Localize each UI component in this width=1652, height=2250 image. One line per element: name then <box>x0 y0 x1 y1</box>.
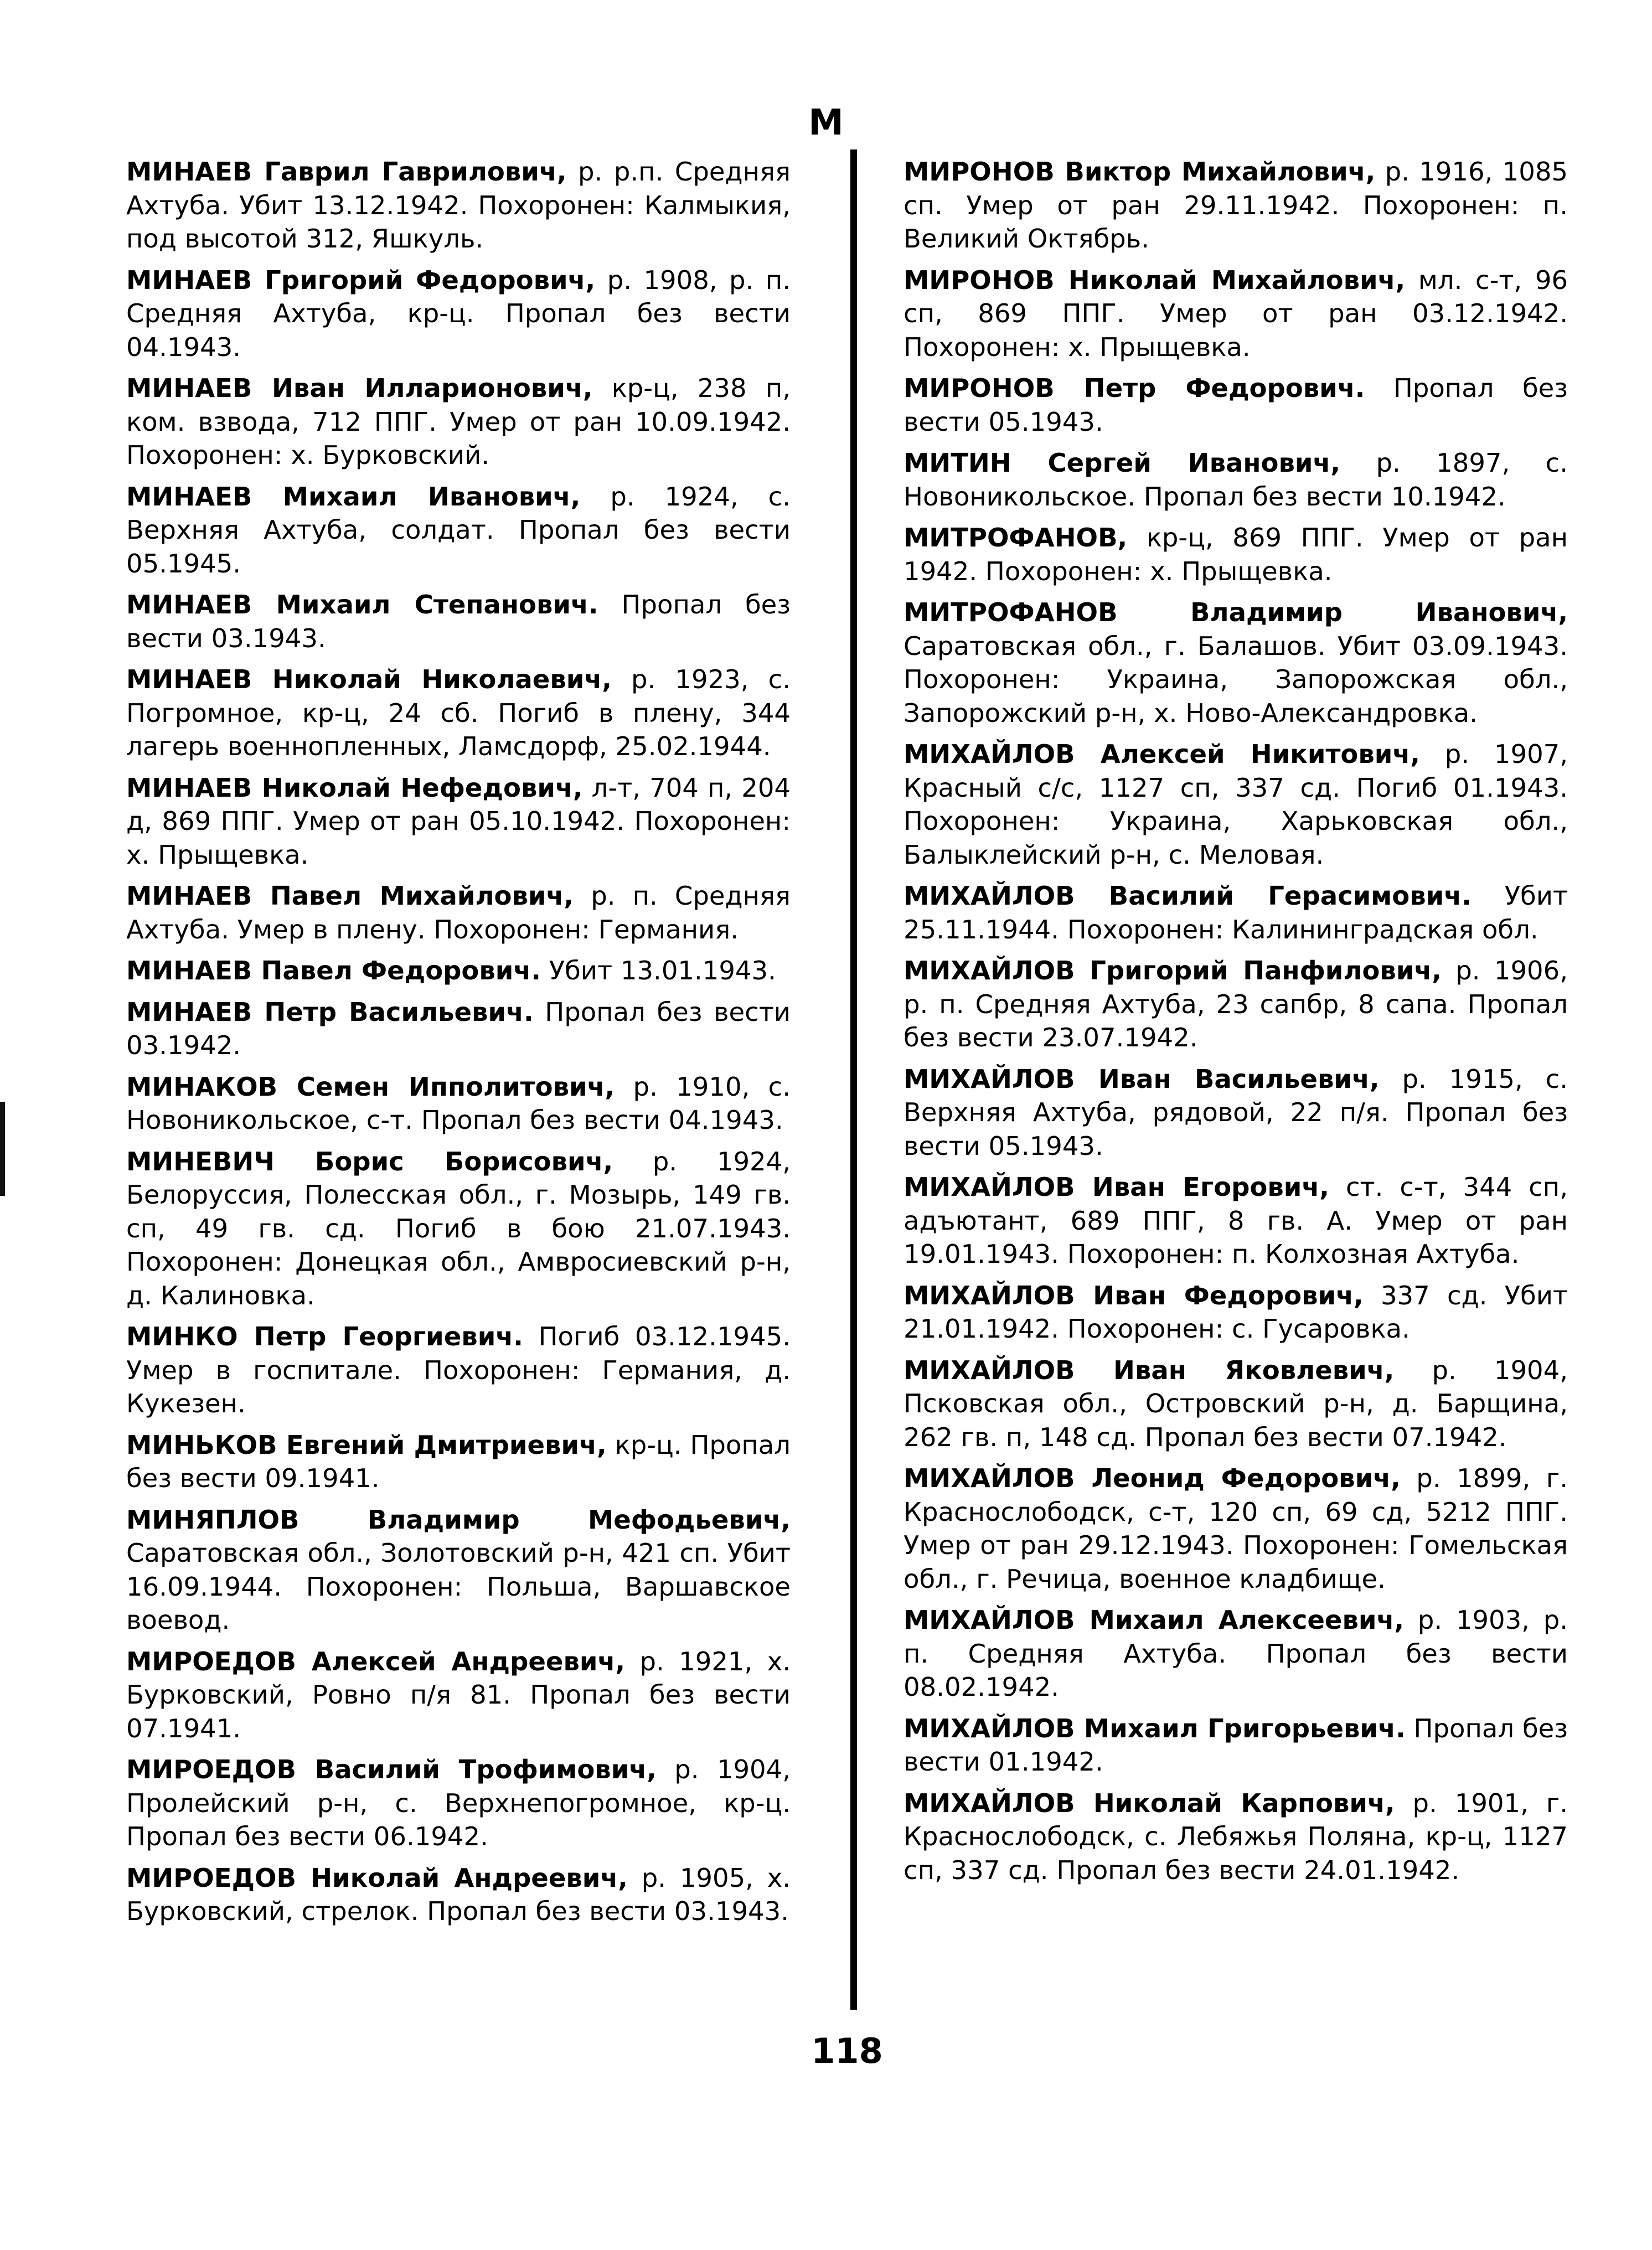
entry <box>126 1645 791 1746</box>
entry <box>904 446 1568 513</box>
entry <box>126 1428 791 1495</box>
page-number: 118 <box>811 2031 883 2071</box>
entry <box>904 1062 1568 1163</box>
entry-name: МИНАЕВ Павел Федорович. <box>126 956 541 985</box>
entry-name: МИНЕВИЧ Борис Борисович, <box>126 1146 613 1176</box>
entry <box>126 1320 791 1421</box>
entry-text: кр-ц, 238 п, ком. взвода, 712 ППГ. Умер от ран 10.09.1942. Похоронен: х. Бурковский. <box>126 373 791 470</box>
entry-text: р. 1916, 1085 сп. Умер от ран 29.11.1942. Похоронен: п. Великий Октябрь. <box>904 157 1568 254</box>
entry-text: Погиб 03.12.1945. Умер в госпитале. Похоронен: Германия, д. Кукезен. <box>126 1322 791 1418</box>
entry <box>126 264 791 364</box>
entry-text: р. 1905, х. Бурковский, стрелок. Пропал без вести 03.1943. <box>126 1862 791 1926</box>
entry <box>904 737 1568 871</box>
column-divider <box>850 149 857 2010</box>
entry <box>904 1462 1568 1596</box>
entry-text: р. 1903, р. п. Средняя Ахтуба. Пропал без вести 08.02.1942. <box>904 1605 1568 1702</box>
entry-name: МИХАЙЛОВ Василий Герасимович. <box>904 881 1472 911</box>
entry-name: МИТРОФАНОВ Владимир Иванович, <box>904 597 1568 627</box>
entry <box>126 1753 791 1854</box>
entry <box>904 1170 1568 1271</box>
entry-name: МИТРОФАНОВ, <box>904 523 1128 553</box>
entry-name: МИХАЙЛОВ Иван Егорович, <box>904 1172 1329 1202</box>
entry <box>904 1787 1568 1887</box>
entry <box>904 155 1568 256</box>
entry <box>126 1861 791 1928</box>
entry <box>904 1354 1568 1454</box>
entry-name: МИНАЕВ Николай Нефедович, <box>126 772 583 803</box>
entry-name: МИНЬКОВ Евгений Дмитриевич, <box>126 1430 607 1460</box>
entry <box>904 1603 1568 1704</box>
entry-text: р. 1901, г. Краснослободск, с. Лебяжья Поляна, кр-ц, 1127 сп, 337 сд. Пропал без вести 24.01.1942. <box>904 1788 1568 1885</box>
entry-name: МИНАЕВ Павел Михайлович, <box>126 881 574 911</box>
entry-name: МИХАЙЛОВ Алексей Никитович, <box>904 739 1420 769</box>
entry <box>904 521 1568 588</box>
entry <box>904 954 1568 1055</box>
entry-text: Пропал без вести 01.1942. <box>904 1713 1568 1777</box>
scan-edge-mark <box>0 1102 5 1196</box>
entry-text: р. 1924, Белоруссия, Полесская обл., г. Мозырь, 149 гв. сп, 49 гв. сд. Погиб в бою 21.07.1943. Похоронен: Донецкая обл., Амвросиевский р-н, д. Калиновка. <box>126 1146 791 1310</box>
entry-text: р. п. Средняя Ахтуба. Умер в плену. Похоронен: Германия. <box>126 881 791 945</box>
entry-name: МИХАЙЛОВ Иван Васильевич, <box>904 1064 1380 1094</box>
entry-text: р. 1906, р. п. Средняя Ахтуба, 23 сапбр, 8 сапа. Пропал без вести 23.07.1942. <box>904 956 1568 1052</box>
entry-name: МИРОЕДОВ Николай Андреевич, <box>126 1862 628 1893</box>
entry-text: р. 1904, Пролейский р-н, с. Верхнепогромное, кр-ц. Пропал без вести 06.1942. <box>126 1754 791 1851</box>
entry-name: МИХАЙЛОВ Михаил Григорьевич. <box>904 1713 1406 1743</box>
entry-name: МИХАЙЛОВ Иван Яковлевич, <box>904 1355 1395 1385</box>
entry-text: р. 1904, Псковская обл., Островский р-н, д. Барщина, 262 гв. п, 148 сд. Пропал без вести 07.1942. <box>904 1355 1568 1452</box>
entry <box>126 371 791 472</box>
entry-text: кр-ц, 869 ППГ. Умер от ран 1942. Похоронен: х. Прыщевка. <box>904 523 1568 586</box>
entry-text: мл. с-т, 96 сп, 869 ППГ. Умер от ран 03.12.1942. Похоронен: х. Прыщевка. <box>904 265 1568 362</box>
right-column <box>904 155 1568 1895</box>
entry-text: Убит 13.01.1943. <box>549 956 776 985</box>
entry-name: МИНАЕВ Гаврил Гаврилович, <box>126 157 567 187</box>
entry-text: р. 1908, р. п. Средняя Ахтуба, кр-ц. Пропал без вести 04.1943. <box>126 265 791 362</box>
entry-name: МИРОЕДОВ Алексей Андреевич, <box>126 1646 626 1676</box>
entry-name: МИНАЕВ Михаил Иванович, <box>126 481 581 512</box>
entry <box>126 879 791 946</box>
entry-text: ст. с-т, 344 сп, адъютант, 689 ППГ, 8 гв. А. Умер от ран 19.01.1943. Похоронен: п. Колхозная Ахтуба. <box>904 1172 1568 1269</box>
entry-text: р. 1921, х. Бурковский, Ровно п/я 81. Пропал без вести 07.1941. <box>126 1646 791 1743</box>
entry-name: МИХАЙЛОВ Леонид Федорович, <box>904 1463 1401 1493</box>
entry <box>126 1145 791 1313</box>
entry-name: МИРОЕДОВ Василий Трофимович, <box>126 1754 657 1784</box>
entry-name: МИРОНОВ Петр Федорович. <box>904 373 1365 403</box>
entry-text: кр-ц. Пропал без вести 09.1941. <box>126 1430 791 1493</box>
entry-text: р. 1899, г. Краснослободск, с-т, 120 сп, 69 сд, 5212 ППГ. Умер от ран 29.12.1943. Похоронен: Гомельская обл., г. Речица, военное кладбище. <box>904 1463 1568 1594</box>
entry <box>904 1279 1568 1346</box>
entry-name: МИНАЕВ Михаил Степанович. <box>126 590 598 620</box>
entry-text: р. 1910, с. Новоникольское, с-т. Пропал без вести 04.1943. <box>126 1071 791 1135</box>
entry <box>126 663 791 763</box>
entry-name: МИНАЕВ Иван Илларионович, <box>126 373 593 403</box>
left-column <box>126 155 791 1936</box>
entry-name: МИНКО Петр Георгиевич. <box>126 1322 523 1351</box>
entry-name: МИНАКОВ Семен Ипполитович, <box>126 1071 615 1102</box>
entry-text: Пропал без вести 05.1943. <box>904 373 1568 437</box>
entry-text: л-т, 704 п, 204 д, 869 ППГ. Умер от ран 05.10.1942. Похоронен: х. Прыщевка. <box>126 772 791 870</box>
entry <box>126 954 791 988</box>
entry <box>904 371 1568 438</box>
entry <box>126 771 791 872</box>
entry-text: р. 1897, с. Новоникольское. Пропал без вести 10.1942. <box>904 448 1568 512</box>
entry-name: МИНАЕВ Петр Васильевич. <box>126 997 534 1027</box>
entry-name: МИХАЙЛОВ Николай Карпович, <box>904 1788 1395 1818</box>
entry-name: МИНАЕВ Николай Николаевич, <box>126 664 612 694</box>
entry <box>126 480 791 581</box>
entry <box>904 1712 1568 1779</box>
entry-name: МИХАЙЛОВ Михаил Алексеевич, <box>904 1605 1405 1635</box>
entry <box>126 588 791 655</box>
entry-name: МИНЯПЛОВ Владимир Мефодьевич, <box>126 1504 791 1535</box>
entry-text: р. 1915, с. Верхняя Ахтуба, рядовой, 22 п/я. Пропал без вести 05.1943. <box>904 1064 1568 1161</box>
section-letter: М <box>808 102 844 143</box>
entry-text: Пропал без вести 03.1943. <box>126 590 791 653</box>
entry-text: р. р.п. Средняя Ахтуба. Убит 13.12.1942. Похоронен: Калмыкия, под высотой 312, Яшкуль. <box>126 157 791 254</box>
entry-text: Пропал без вести 03.1942. <box>126 997 791 1060</box>
entry <box>126 995 791 1062</box>
entry-text: Саратовская обл., Золотовский р-н, 421 сп. Убит 16.09.1944. Похоронен: Польша, Варшавское воевод. <box>126 1538 791 1635</box>
entry <box>904 879 1568 946</box>
entry-text: 337 сд. Убит 21.01.1942. Похоронен: с. Гусаровка. <box>904 1280 1568 1344</box>
entry-name: МИРОНОВ Виктор Михайлович, <box>904 157 1376 187</box>
entry-name: МИНАЕВ Григорий Федорович, <box>126 265 596 295</box>
entry <box>904 596 1568 730</box>
entry <box>126 1070 791 1137</box>
entry-text: р. 1907, Красный с/с, 1127 сп, 337 сд. Погиб 01.1943. Похоронен: Украина, Харьковская обл., Балыклейский р-н, с. Меловая. <box>904 739 1568 870</box>
entry-text: Саратовская обл., г. Балашов. Убит 03.09.1943. Похоронен: Украина, Запорожская обл., Запорожский р-н, х. Ново-Александровка. <box>904 631 1568 728</box>
entry-name: МИТИН Сергей Иванович, <box>904 448 1341 478</box>
entry-name: МИРОНОВ Николай Михайлович, <box>904 265 1406 295</box>
entry <box>126 1503 791 1637</box>
entry <box>126 155 791 256</box>
entry-text: Убит 25.11.1944. Похоронен: Калининградская обл. <box>904 881 1568 945</box>
entry-text: р. 1923, с. Погромное, кр-ц, 24 сб. Погиб в плену, 344 лагерь военнопленных, Ламсдорф, 25.02.1944. <box>126 664 791 761</box>
entry-text: р. 1924, с. Верхняя Ахтуба, солдат. Пропал без вести 05.1945. <box>126 481 791 579</box>
entry <box>904 264 1568 364</box>
entry-name: МИХАЙЛОВ Иван Федорович, <box>904 1280 1364 1310</box>
entry-name: МИХАЙЛОВ Григорий Панфилович, <box>904 956 1442 985</box>
